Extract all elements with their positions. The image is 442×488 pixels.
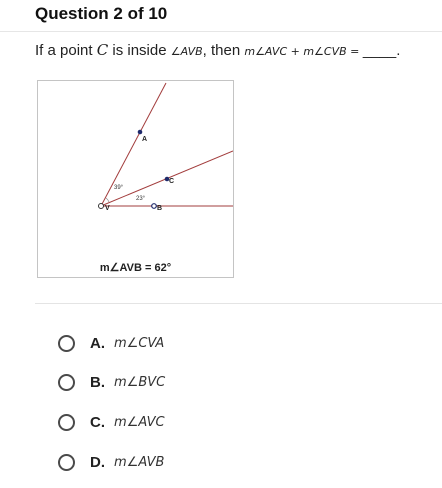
label-b: B (157, 205, 163, 212)
angle-label-cvb: 23° (136, 196, 146, 202)
point-v (99, 204, 104, 209)
choice-a[interactable] (58, 331, 164, 355)
choice-c-letter: C. (90, 413, 105, 431)
point-a (138, 130, 143, 135)
radio-c-icon[interactable] (58, 414, 75, 431)
prompt-end: . (396, 42, 401, 59)
choice-b-letter: B. (90, 373, 105, 391)
question-prompt (35, 41, 400, 59)
prompt-expression: m∠AVC + m∠CVB = (244, 45, 363, 58)
choice-c-text: m∠AVC (114, 414, 165, 430)
ray-va (101, 83, 166, 206)
angle-measurement: m∠AVB = 62° (99, 262, 172, 274)
header-divider (0, 31, 442, 32)
label-a: A (142, 136, 148, 143)
choice-a-letter: A. (90, 334, 105, 352)
prompt-middle: is inside (108, 42, 171, 59)
section-divider (35, 303, 442, 304)
choice-b-text: m∠BVC (114, 374, 166, 390)
label-c: C (169, 178, 175, 185)
prompt-angle: ∠AVB (170, 45, 203, 58)
choice-c[interactable] (58, 410, 165, 434)
angle-diagram (38, 81, 233, 277)
prompt-point: C (96, 41, 109, 59)
prompt-blank: ____ (362, 42, 397, 59)
choice-a-text: m∠CVA (114, 335, 165, 351)
radio-b-icon[interactable] (58, 374, 75, 391)
angle-figure (37, 80, 234, 278)
choice-d-text: m∠AVB (114, 454, 165, 470)
choice-d[interactable] (58, 450, 164, 474)
question-counter: Question 2 of 10 (35, 4, 168, 23)
angle-arc-avc (106, 198, 109, 202)
prompt-then: , then (202, 42, 245, 59)
choice-d-letter: D. (90, 453, 105, 471)
angle-label-avc: 39° (114, 185, 124, 191)
prompt-prefix: If a point (35, 42, 97, 59)
radio-a-icon[interactable] (58, 335, 75, 352)
label-v: V (105, 205, 110, 212)
point-b (152, 204, 157, 209)
choice-b[interactable] (58, 370, 165, 394)
radio-d-icon[interactable] (58, 454, 75, 471)
